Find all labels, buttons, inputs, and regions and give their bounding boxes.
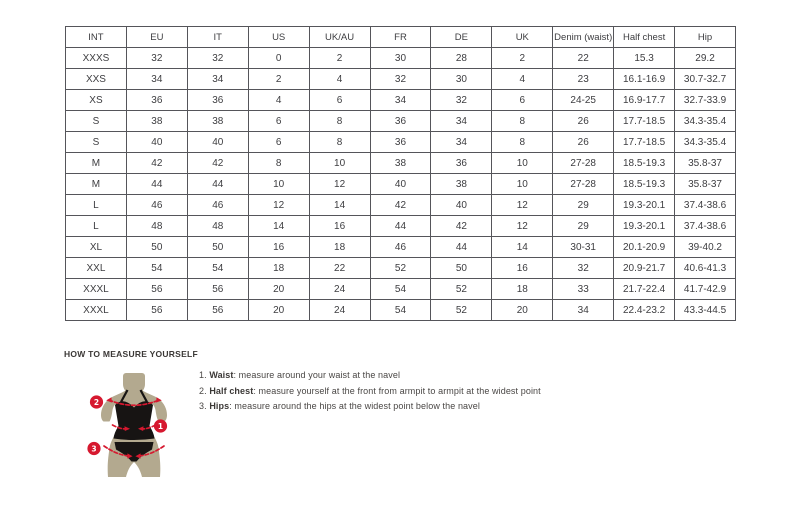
size-cell: 34 (126, 69, 187, 90)
column-header: IT (187, 27, 248, 48)
size-cell: 20 (248, 300, 309, 321)
size-cell: 44 (187, 174, 248, 195)
step-label: Waist (209, 370, 234, 380)
size-cell: 43.3-44.5 (675, 300, 736, 321)
size-cell: 37.4-38.6 (675, 216, 736, 237)
size-cell: 26 (553, 132, 614, 153)
size-cell: 37.4-38.6 (675, 195, 736, 216)
size-cell: XXXS (66, 48, 127, 69)
size-cell: 50 (126, 237, 187, 258)
size-cell: 35.8-37 (675, 174, 736, 195)
waist-measure-badge (154, 419, 167, 432)
size-cell: 18.5-19.3 (614, 174, 675, 195)
table-row (66, 237, 736, 258)
column-header: DE (431, 27, 492, 48)
size-cell: 16 (248, 237, 309, 258)
size-cell: 56 (126, 300, 187, 321)
size-cell: S (66, 132, 127, 153)
size-cell: 56 (187, 300, 248, 321)
size-cell: 20.9-21.7 (614, 258, 675, 279)
size-cell: 18 (248, 258, 309, 279)
size-cell: 32.7-33.9 (675, 90, 736, 111)
header-row (66, 27, 736, 48)
size-cell: 16.1-16.9 (614, 69, 675, 90)
step-number: 3. (199, 401, 210, 411)
size-cell: 19.3-20.1 (614, 195, 675, 216)
size-cell: 8 (492, 111, 553, 132)
size-cell: 46 (370, 237, 431, 258)
step-text: : measure around the hips at the widest point below the navel (229, 401, 480, 411)
size-cell: 10 (492, 174, 553, 195)
size-cell: 24 (309, 300, 370, 321)
size-cell: 48 (187, 216, 248, 237)
size-cell: 24-25 (553, 90, 614, 111)
column-header: UK/AU (309, 27, 370, 48)
table-row (66, 132, 736, 153)
size-cell: 14 (309, 195, 370, 216)
size-cell: 38 (126, 111, 187, 132)
size-cell: XXXL (66, 279, 127, 300)
size-cell: 36 (370, 132, 431, 153)
step-number: 2. (199, 385, 210, 396)
size-cell: 32 (126, 48, 187, 69)
size-cell: 17.7-18.5 (614, 111, 675, 132)
size-cell: 32 (553, 258, 614, 279)
size-cell: 16 (492, 258, 553, 279)
size-cell: 52 (431, 300, 492, 321)
size-cell: 22 (309, 258, 370, 279)
size-cell: 34.3-35.4 (675, 132, 736, 153)
table-row (66, 300, 736, 321)
size-cell: 54 (126, 258, 187, 279)
column-header: INT (66, 27, 127, 48)
size-cell: 56 (187, 279, 248, 300)
table-row (66, 279, 736, 300)
size-cell: 34 (553, 300, 614, 321)
size-cell: S (66, 111, 127, 132)
table-row (66, 111, 736, 132)
size-cell: 42 (431, 216, 492, 237)
size-cell: 30 (431, 69, 492, 90)
size-cell: XXXL (66, 300, 127, 321)
column-header: EU (126, 27, 187, 48)
size-cell: 16.9-17.7 (614, 90, 675, 111)
size-cell: 39-40.2 (675, 237, 736, 258)
size-cell: 18.5-19.3 (614, 153, 675, 174)
size-cell: 36 (187, 90, 248, 111)
size-cell: XXL (66, 258, 127, 279)
measure-step (199, 368, 541, 384)
size-cell: 52 (431, 279, 492, 300)
size-cell: L (66, 195, 127, 216)
size-cell: XXS (66, 69, 127, 90)
size-cell: 10 (309, 153, 370, 174)
size-chart-header (66, 27, 736, 48)
size-cell: 12 (309, 174, 370, 195)
size-cell: 14 (492, 237, 553, 258)
size-cell: 56 (126, 279, 187, 300)
size-cell: 52 (370, 258, 431, 279)
table-row (66, 258, 736, 279)
size-cell: 42 (187, 153, 248, 174)
step-text: : measure around your waist at the navel (233, 370, 401, 380)
size-cell: XL (66, 237, 127, 258)
size-cell: 29 (553, 216, 614, 237)
size-cell: 44 (126, 174, 187, 195)
size-cell: 46 (126, 195, 187, 216)
size-cell: 12 (248, 195, 309, 216)
column-header: Half chest (614, 27, 675, 48)
size-cell: 26 (553, 111, 614, 132)
size-cell: 4 (309, 69, 370, 90)
table-row (66, 90, 736, 111)
size-cell: 2 (248, 69, 309, 90)
size-cell: 54 (187, 258, 248, 279)
table-row (66, 195, 736, 216)
size-cell: 22 (553, 48, 614, 69)
size-cell: 46 (187, 195, 248, 216)
size-cell: 21.7-22.4 (614, 279, 675, 300)
size-cell: 30-31 (553, 237, 614, 258)
size-cell: 32 (187, 48, 248, 69)
size-chart-body (66, 48, 736, 321)
size-cell: 27-28 (553, 153, 614, 174)
size-cell: 8 (309, 111, 370, 132)
size-cell: 4 (248, 90, 309, 111)
step-label: Half chest (209, 385, 254, 396)
measure-step (199, 384, 541, 400)
size-cell: 41.7-42.9 (675, 279, 736, 300)
size-cell: 10 (248, 174, 309, 195)
size-cell: 33 (553, 279, 614, 300)
step-text: : measure yourself at the front from armpit to armpit at the widest point (253, 385, 541, 396)
column-header: US (248, 27, 309, 48)
table-row (66, 48, 736, 69)
size-cell: 10 (492, 153, 553, 174)
size-cell: 15.3 (614, 48, 675, 69)
size-chart-table (65, 26, 736, 321)
size-cell: 44 (431, 237, 492, 258)
size-cell: M (66, 174, 127, 195)
size-cell: 17.7-18.5 (614, 132, 675, 153)
size-cell: 24 (309, 279, 370, 300)
table-row (66, 216, 736, 237)
size-cell: 32 (431, 90, 492, 111)
svg-text:3: 3 (91, 444, 97, 454)
table-row (66, 69, 736, 90)
table-row (66, 153, 736, 174)
size-cell: 30 (370, 48, 431, 69)
size-cell: 30.7-32.7 (675, 69, 736, 90)
chest-measure-badge (90, 395, 103, 408)
size-cell: 18 (492, 279, 553, 300)
size-cell: 20 (492, 300, 553, 321)
size-cell: 34 (187, 69, 248, 90)
column-header: Denim (waist) (553, 27, 614, 48)
hips-measure-badge (87, 442, 100, 455)
size-cell: 12 (492, 195, 553, 216)
size-cell: 32 (370, 69, 431, 90)
column-header: UK (492, 27, 553, 48)
size-cell: 54 (370, 300, 431, 321)
size-cell: 2 (309, 48, 370, 69)
size-cell: L (66, 216, 127, 237)
size-cell: 38 (431, 174, 492, 195)
size-cell: 29 (553, 195, 614, 216)
size-cell: 50 (431, 258, 492, 279)
size-cell: XS (66, 90, 127, 111)
size-cell: 34 (370, 90, 431, 111)
size-cell: 54 (370, 279, 431, 300)
size-cell: 23 (553, 69, 614, 90)
size-cell: 14 (248, 216, 309, 237)
size-cell: 40 (431, 195, 492, 216)
size-cell: 6 (248, 111, 309, 132)
size-cell: 36 (370, 111, 431, 132)
size-cell: 34 (431, 132, 492, 153)
size-cell: 6 (248, 132, 309, 153)
size-cell: 50 (187, 237, 248, 258)
column-header: FR (370, 27, 431, 48)
size-cell: 4 (492, 69, 553, 90)
size-cell: 20 (248, 279, 309, 300)
size-cell: 40 (126, 132, 187, 153)
size-cell: 36 (431, 153, 492, 174)
size-cell: 29.2 (675, 48, 736, 69)
column-header: Hip (675, 27, 736, 48)
size-cell: 6 (492, 90, 553, 111)
size-cell: 27-28 (553, 174, 614, 195)
size-cell: 38 (187, 111, 248, 132)
size-cell: 8 (492, 132, 553, 153)
size-cell: 18 (309, 237, 370, 258)
measure-steps (199, 368, 541, 415)
measure-step (199, 399, 541, 415)
size-cell: 44 (370, 216, 431, 237)
size-cell: 12 (492, 216, 553, 237)
size-cell: 36 (126, 90, 187, 111)
size-cell: 40 (187, 132, 248, 153)
size-cell: M (66, 153, 127, 174)
size-cell: 38 (370, 153, 431, 174)
size-cell: 0 (248, 48, 309, 69)
size-cell: 8 (248, 153, 309, 174)
size-cell: 20.1-20.9 (614, 237, 675, 258)
mannequin-illustration (78, 369, 190, 481)
measure-heading: HOW TO MEASURE YOURSELF (64, 349, 198, 359)
step-number: 1. (199, 370, 210, 380)
size-cell: 16 (309, 216, 370, 237)
size-cell: 42 (126, 153, 187, 174)
size-cell: 48 (126, 216, 187, 237)
size-cell: 42 (370, 195, 431, 216)
svg-text:2: 2 (93, 397, 100, 407)
size-cell: 22.4-23.2 (614, 300, 675, 321)
size-cell: 34 (431, 111, 492, 132)
size-cell: 19.3-20.1 (614, 216, 675, 237)
step-label: Hips (209, 401, 230, 411)
size-cell: 34.3-35.4 (675, 111, 736, 132)
size-cell: 40 (370, 174, 431, 195)
size-cell: 8 (309, 132, 370, 153)
size-cell: 35.8-37 (675, 153, 736, 174)
size-cell: 6 (309, 90, 370, 111)
size-cell: 28 (431, 48, 492, 69)
size-cell: 2 (492, 48, 553, 69)
table-row (66, 174, 736, 195)
size-cell: 40.6-41.3 (675, 258, 736, 279)
svg-text:1: 1 (157, 421, 164, 431)
